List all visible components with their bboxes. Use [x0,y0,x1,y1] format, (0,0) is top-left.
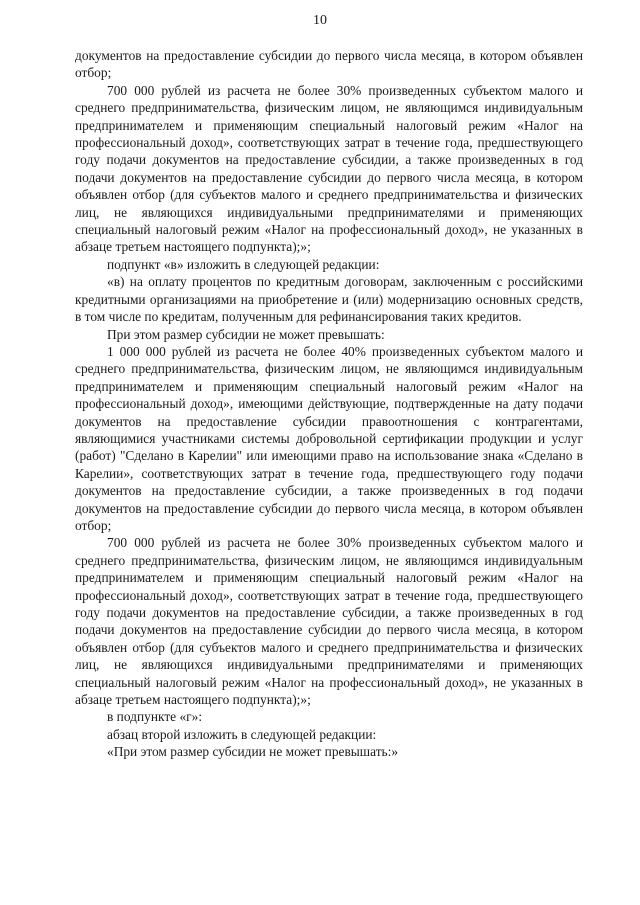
paragraph: 700 000 рублей из расчета не более 30% произведенных субъектом малого и среднего предпринимательства, физическим лицом, не являющимся индивидуальным предпринимателем и применяющим специальный налоговый режим «Налог на профессиональный доход», соответствующих затрат в течение года, предшествующего году подачи документов на предоставление субсидии, а также произведенных в год подачи документов на предоставление субсидии до первого числа месяца, в котором объявлен отбор (для субъектов малого и среднего предпринимательства и физических лиц, не являющихся индивидуальными предпринимателями и применяющих специальный налоговый режим «Налог на профессиональный доход», не указанных в абзаце третьем настоящего подпункта);»; [75,82,583,255]
document-body [75,47,583,761]
paragraph: документов на предоставление субсидии до первого числа месяца, в котором объявлен отбор; [75,48,583,81]
paragraph: 1 000 000 рублей из расчета не более 40% произведенных субъектом малого и среднего предпринимательства, физическим лицом, не являющимся индивидуальным предпринимателем и применяющим специальный налоговый режим «Налог на профессиональный доход», имеющими действующие, подтвержденные на дату подачи документов на предоставление субсидии правоотношения с контрагентами, являющимися участниками системы добровольной сертификации продукции и услуг (работ) "Сделано в Карелии" или имеющими право на использование знака «Сделано в Карелии», соответствующих затрат в течение года, предшествующего году подачи документов на предоставление субсидии, а также произведенных в год подачи документов на предоставление субсидии до первого числа месяца, в котором объявлен отбор; [75,343,583,533]
page-number: 10 [313,13,327,28]
paragraph: 700 000 рублей из расчета не более 30% произведенных субъектом малого и среднего предпринимательства, физическим лицом, не являющимся индивидуальным предпринимателем и применяющим специальный налоговый режим «Налог на профессиональный доход», соответствующих затрат в течение года, предшествующего году подачи документов на предоставление субсидии, а также произведенных в год подачи документов на предоставление субсидии до первого числа месяца, в котором объявлен отбор (для субъектов малого и среднего предпринимательства и физических лиц, не являющихся индивидуальными предпринимателями и применяющих специальный налоговый режим «Налог на профессиональный доход», не указанных в абзаце третьем настоящего подпункта);»; [75,535,583,708]
paragraph: При этом размер субсидии не может превышать: [107,326,385,342]
paragraph: абзац второй изложить в следующей редакции: [107,726,377,742]
paragraph: «При этом размер субсидии не может превышать:» [107,744,399,760]
paragraph: «в) на оплату процентов по кредитным договорам, заключенным с российскими кредитными организациями на приобретение и (или) модернизацию основных средств, в том числе по кредитам, полученным для рефинансирования таких кредитов. [75,274,583,325]
paragraph: подпункт «в» изложить в следующей редакции: [107,256,380,272]
paragraph: в подпункте «г»: [107,709,203,725]
